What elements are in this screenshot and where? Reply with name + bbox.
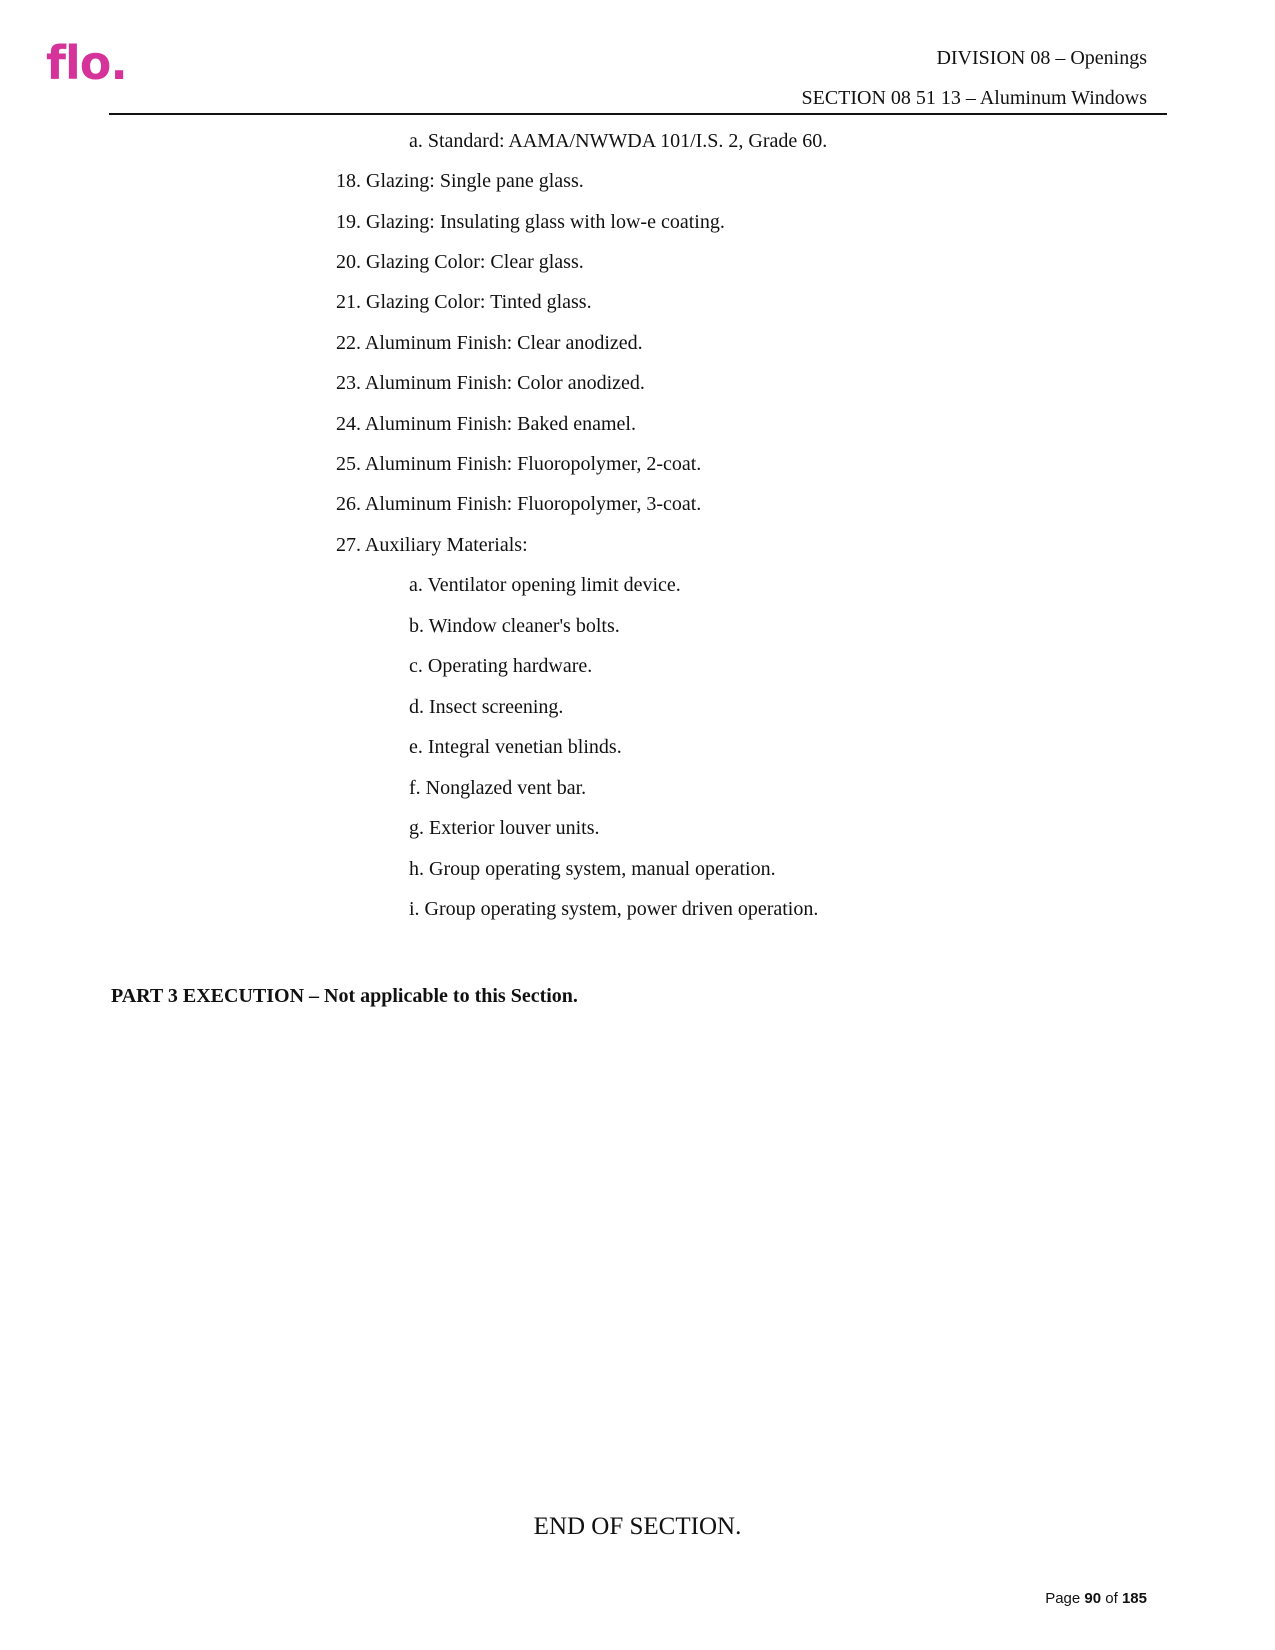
list-item: 18. Glazing: Single pane glass.	[336, 170, 584, 192]
list-item: 23. Aluminum Finish: Color anodized.	[336, 372, 645, 394]
list-item: 27. Auxiliary Materials:	[336, 534, 528, 556]
header-rule	[109, 113, 1167, 115]
current-page: 90	[1084, 1590, 1102, 1607]
total-pages: 185	[1121, 1590, 1147, 1607]
list-item: g. Exterior louver units.	[409, 817, 600, 839]
list-item: 21. Glazing Color: Tinted glass.	[336, 291, 592, 313]
list-item: a. Standard: AAMA/NWWDA 101/I.S. 2, Grade 60.	[409, 130, 828, 152]
part-3-heading: PART 3 EXECUTION – Not applicable to this Section.	[111, 985, 578, 1007]
list-item: d. Insect screening.	[409, 696, 564, 718]
page-number-footer	[1045, 1591, 1147, 1606]
list-item: 19. Glazing: Insulating glass with low-e coating.	[336, 211, 725, 233]
flo-logo: flo.	[46, 36, 127, 90]
list-item: f. Nonglazed vent bar.	[409, 777, 587, 799]
of-label: of	[1105, 1590, 1118, 1607]
list-item: a. Ventilator opening limit device.	[409, 574, 681, 596]
section-header: SECTION 08 51 13 – Aluminum Windows	[801, 87, 1147, 109]
list-item: 24. Aluminum Finish: Baked enamel.	[336, 413, 636, 435]
list-item: e. Integral venetian blinds.	[409, 736, 622, 758]
list-item: 22. Aluminum Finish: Clear anodized.	[336, 332, 643, 354]
list-item: 20. Glazing Color: Clear glass.	[336, 251, 584, 273]
list-item: h. Group operating system, manual operation.	[409, 858, 776, 880]
division-header: DIVISION 08 – Openings	[936, 47, 1147, 69]
list-item: c. Operating hardware.	[409, 655, 593, 677]
list-item: i. Group operating system, power driven operation.	[409, 898, 819, 920]
page-label: Page	[1045, 1590, 1081, 1607]
list-item: 25. Aluminum Finish: Fluoropolymer, 2-coat.	[336, 453, 702, 475]
list-item: b. Window cleaner's bolts.	[409, 615, 620, 637]
list-item: 26. Aluminum Finish: Fluoropolymer, 3-coat.	[336, 493, 702, 515]
end-of-section: END OF SECTION.	[533, 1513, 742, 1540]
